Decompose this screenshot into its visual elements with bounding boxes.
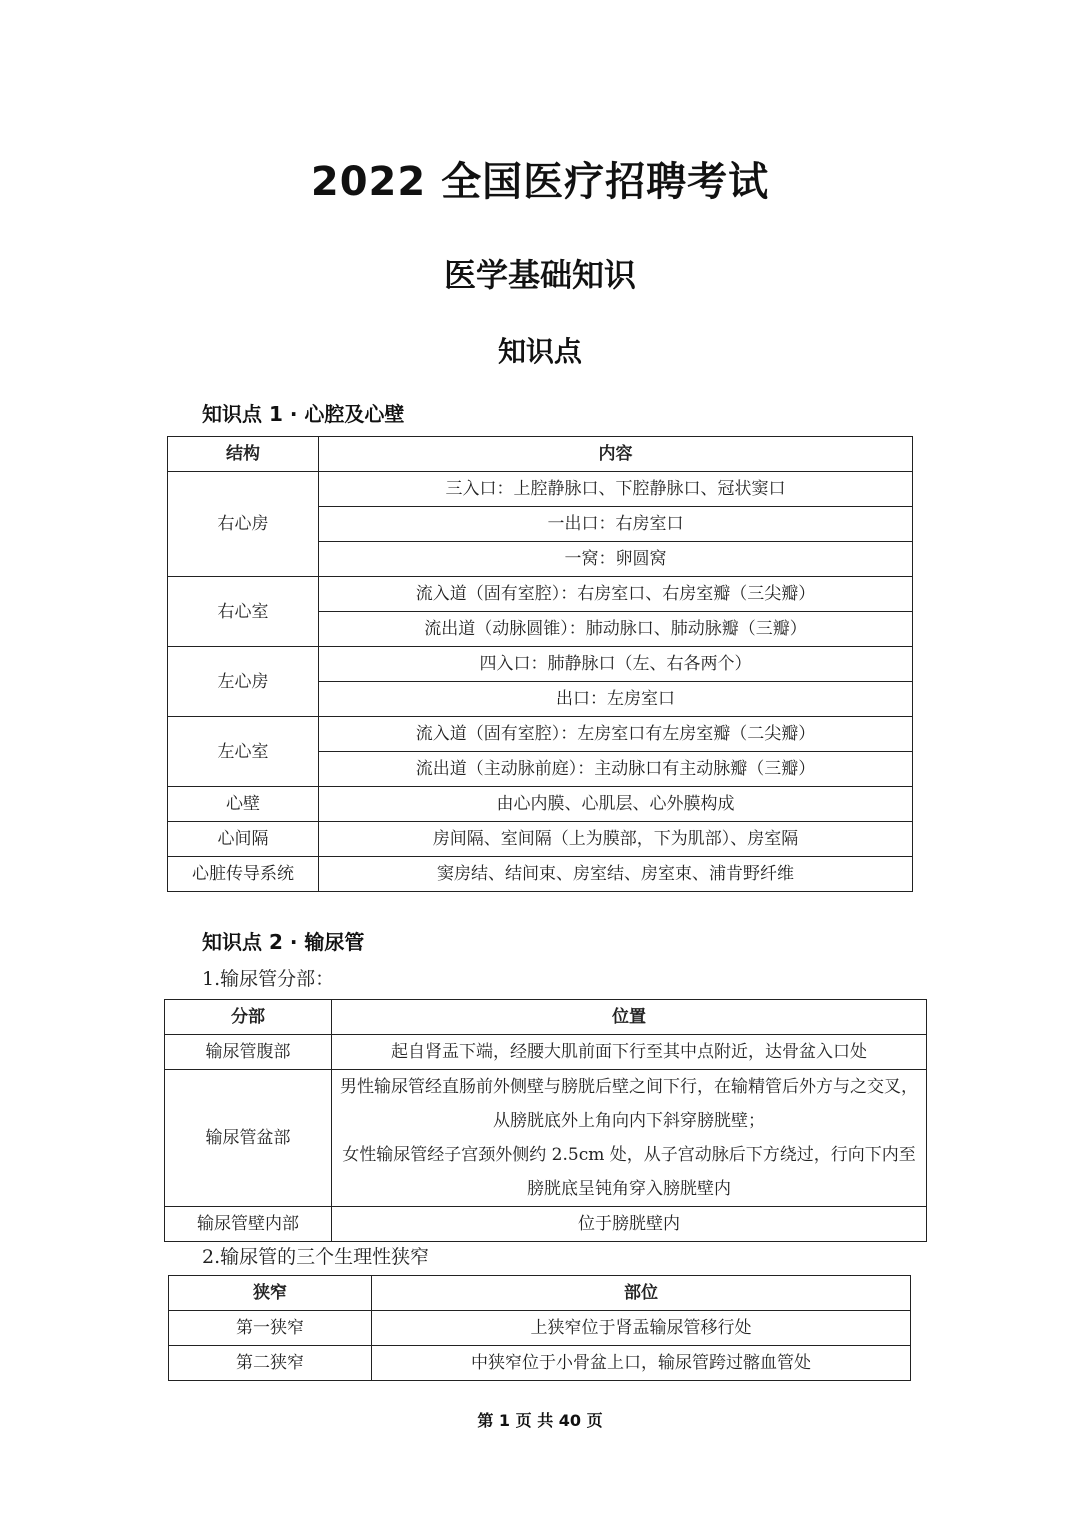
row-label: 左心室 — [168, 717, 319, 787]
ureter-narrowing-table — [168, 1275, 911, 1381]
row-label: 心间隔 — [168, 822, 319, 857]
section-heading: 知识点 — [497, 335, 582, 368]
header-content: 内容 — [319, 437, 913, 472]
row-label: 输尿管盆部 — [165, 1070, 332, 1207]
page-number: 第 1 页 共 40 页 — [477, 1411, 603, 1430]
row-content: 出口：左房室口 — [319, 682, 913, 717]
ureter-divisions-label: 1.输尿管分部： — [202, 968, 335, 990]
row-label: 左心房 — [168, 647, 319, 717]
knowledge-point-2-heading: 知识点 2 · 输尿管 — [202, 930, 365, 954]
table-row — [168, 472, 913, 507]
table-header-row — [168, 437, 913, 472]
row-content: 四入口：肺静脉口（左、右各两个） — [319, 647, 913, 682]
table-header-row — [165, 1000, 927, 1035]
row-content — [332, 1070, 927, 1207]
row-content: 流入道（固有室腔）：左房室口有左房室瓣（二尖瓣） — [319, 717, 913, 752]
row-content: 流入道（固有室腔）：右房室口、右房室瓣（三尖瓣） — [319, 577, 913, 612]
row-label: 右心室 — [168, 577, 319, 647]
table-row — [165, 1035, 927, 1070]
row-label: 输尿管腹部 — [165, 1035, 332, 1070]
row-label: 第二狭窄 — [169, 1346, 372, 1381]
header-division: 分部 — [165, 1000, 332, 1035]
table-row — [168, 717, 913, 752]
row-content: 窦房结、结间束、房室结、房室束、浦肯野纤维 — [319, 857, 913, 892]
row-content: 上狭窄位于肾盂输尿管移行处 — [372, 1311, 911, 1346]
row-content: 流出道（动脉圆锥）：肺动脉口、肺动脉瓣（三瓣） — [319, 612, 913, 647]
table-row — [169, 1346, 911, 1381]
table-row — [168, 647, 913, 682]
row-label: 第一狭窄 — [169, 1311, 372, 1346]
ureter-divisions-table — [164, 999, 927, 1242]
row-label: 右心房 — [168, 472, 319, 577]
row-content: 由心内膜、心肌层、心外膜构成 — [319, 787, 913, 822]
row-content: 中狭窄位于小骨盆上口，输尿管跨过髂血管处 — [372, 1346, 911, 1381]
header-site: 部位 — [372, 1276, 911, 1311]
row-content: 三入口：上腔静脉口、下腔静脉口、冠状窦口 — [319, 472, 913, 507]
knowledge-point-1-heading: 知识点 1 · 心腔及心壁 — [202, 402, 405, 426]
row-label: 输尿管壁内部 — [165, 1207, 332, 1242]
document-subtitle: 医学基础知识 — [443, 256, 636, 294]
header-narrowing: 狭窄 — [169, 1276, 372, 1311]
row-content: 流出道（主动脉前庭）：主动脉口有主动脉瓣（三瓣） — [319, 752, 913, 787]
row-content: 一出口：右房室口 — [319, 507, 913, 542]
row-label: 心壁 — [168, 787, 319, 822]
table-row — [168, 822, 913, 857]
row-content: 房间隔、室间隔（上为膜部，下为肌部）、房室隔 — [319, 822, 913, 857]
female-ureter-text: 女性输尿管经子宫颈外侧约 2.5cm 处，从子宫动脉后下方绕过，行向下内至膀胱底呈钝角穿入膀胱壁内 — [342, 1145, 916, 1199]
row-content: 一窝：卵圆窝 — [319, 542, 913, 577]
table-row — [168, 787, 913, 822]
table-header-row — [169, 1276, 911, 1311]
document-title: 2022 全国医疗招聘考试 — [310, 159, 770, 205]
table-row — [169, 1311, 911, 1346]
header-structure: 结构 — [168, 437, 319, 472]
row-label: 心脏传导系统 — [168, 857, 319, 892]
row-content: 起自肾盂下端，经腰大肌前面下行至其中点附近，达骨盆入口处 — [332, 1035, 927, 1070]
row-content: 位于膀胱壁内 — [332, 1207, 927, 1242]
header-position: 位置 — [332, 1000, 927, 1035]
table-row — [165, 1207, 927, 1242]
table-row — [168, 577, 913, 612]
male-ureter-text: 男性输尿管经直肠前外侧壁与膀胱后壁之间下行，在输精管后外方与之交叉，从膀胱底外上角向内下斜穿膀胱壁； — [340, 1077, 918, 1131]
table-row — [165, 1070, 927, 1207]
heart-structure-table — [167, 436, 913, 892]
table-row — [168, 857, 913, 892]
ureter-narrowing-label: 2.输尿管的三个生理性狭窄 — [202, 1246, 430, 1268]
